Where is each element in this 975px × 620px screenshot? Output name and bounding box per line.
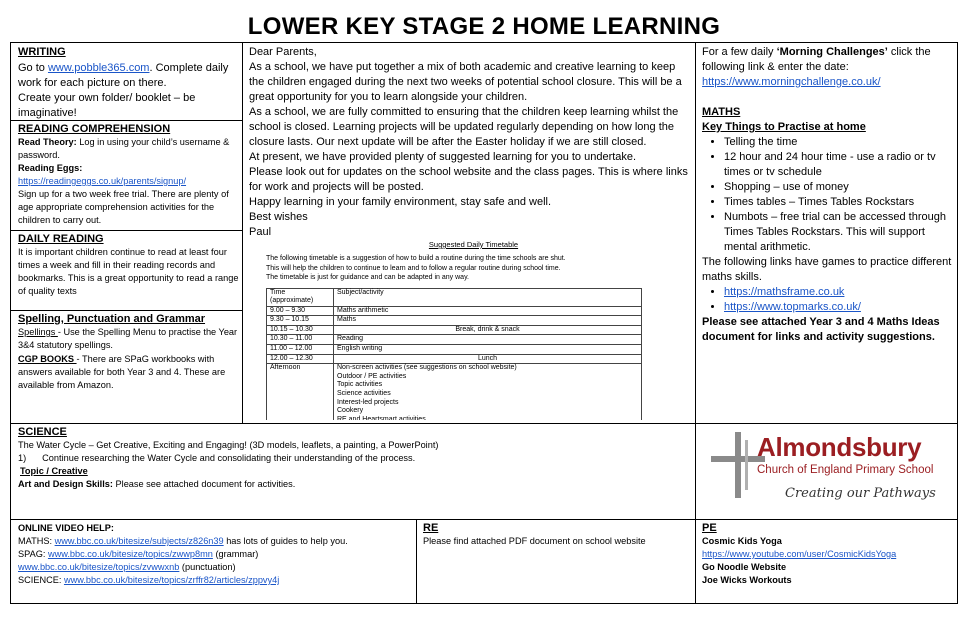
- list-item: • Numbots – free trial can be accessed through Times Tables Rockstars. This will support mental arithmetic.: [724, 210, 954, 255]
- spelling-heading: Spelling, Punctuation and Grammar: [18, 313, 206, 325]
- video-help-section: [18, 522, 414, 602]
- row-time: 10.30 – 11.00: [267, 335, 334, 345]
- science-line1: The Water Cycle – Get Creative, Exciting and Engaging! (3D models, leaflets, a painting, a PowerPoint): [18, 440, 439, 450]
- video-spag-text: (grammar): [212, 549, 259, 559]
- video-sci-label: SCIENCE:: [18, 575, 64, 585]
- suggested-timetable: [266, 240, 681, 420]
- afternoon-item: Science activities: [337, 390, 391, 398]
- letter-greeting: Dear Parents,: [249, 46, 317, 58]
- row-time: 10.15 – 10.30: [267, 325, 334, 335]
- maths-heading: MATHS: [702, 106, 741, 118]
- read-theory-text: Log in using your child’s username & password.: [18, 137, 230, 160]
- video-punc-text: (punctuation): [179, 562, 236, 572]
- cgp-text: - There are SPaG workbooks with answers available for both Year 3 and 4. These are available from Amazon.: [18, 354, 226, 390]
- video-maths-label: MATHS:: [18, 536, 55, 546]
- daily-reading-text: It is important children continue to read at least four times a week and fill in their reading records and bookmarks. This is a great opportunity to read a range of quality texts: [18, 247, 239, 296]
- row-time: 12.00 – 12.30: [267, 354, 334, 364]
- bitesize-maths-link[interactable]: www.bbc.co.uk/bitesize/subjects/z826n39: [54, 536, 224, 546]
- divider-reading: [10, 230, 243, 231]
- table-row: [267, 364, 642, 420]
- page-title: LOWER KEY STAGE 2 HOME LEARNING: [247, 13, 721, 40]
- video-spag-label: SPAG:: [18, 549, 48, 559]
- col-subject-header: Subject/activity: [337, 288, 384, 296]
- list-item: [724, 300, 954, 315]
- afternoon-item: Topic activities: [337, 381, 383, 389]
- writing-after-link: . Complete daily work for each picture on there.: [18, 62, 229, 89]
- logo-tagline: Creating our Pathways: [785, 486, 936, 501]
- afternoon-item: Interest-led projects: [337, 398, 399, 406]
- divider-science-top: [10, 423, 958, 424]
- re-heading: RE: [423, 522, 439, 534]
- bitesize-punctuation-link[interactable]: www.bbc.co.uk/bitesize/topics/zvwwxnb: [18, 562, 180, 572]
- divider-writing: [10, 120, 243, 121]
- afternoon-item: Cookery: [337, 407, 364, 415]
- list-item: • Telling the time: [724, 135, 954, 150]
- daily-reading-heading: DAILY READING: [18, 233, 104, 245]
- letter-sign1: Best wishes: [249, 211, 308, 223]
- row-time: 11.00 – 12.00: [267, 345, 334, 355]
- science-num: 1): [18, 453, 27, 463]
- maths-links: [702, 285, 954, 315]
- afternoon-label: Afternoon: [267, 364, 334, 420]
- letter-p4: Please look out for updates on the school website and the class pages. This is where links for work and projects will be posted.: [249, 166, 688, 193]
- video-maths-text: has lots of guides to help you.: [223, 536, 348, 546]
- letter-p5: Happy learning in your family environment, stay safe and well.: [249, 196, 552, 208]
- pe-section: [702, 522, 954, 602]
- logo-name: Almondsbury: [757, 432, 922, 462]
- cosmic-yoga-link[interactable]: https://www.youtube.com/user/CosmicKidsYoga: [702, 549, 897, 559]
- morning-text-pre: For a few daily: [702, 46, 777, 58]
- writing-section: [18, 45, 240, 119]
- maths-column: [702, 45, 954, 421]
- morning-challenge-link[interactable]: https://www.morningchallenge.co.uk/: [702, 76, 881, 88]
- afternoon-activities: [334, 364, 642, 420]
- reading-eggs-label: Reading Eggs:: [18, 163, 83, 173]
- col-time-header: Time: [270, 288, 286, 296]
- letter-sign2: Paul: [249, 226, 272, 238]
- row-subject: English writing: [334, 345, 642, 355]
- cgp-label: CGP BOOKS: [18, 354, 77, 364]
- list-item: [724, 285, 954, 300]
- reading-comp-heading: READING COMPREHENSION: [18, 123, 171, 135]
- cosmic-yoga-label: Cosmic Kids Yoga: [702, 536, 782, 546]
- list-item: • Times tables – Times Tables Rockstars: [724, 195, 954, 210]
- timetable-table: [266, 288, 642, 421]
- row-time: 9.00 – 9.30: [267, 306, 334, 316]
- row-subject: Lunch: [334, 354, 642, 364]
- science-section: [18, 426, 692, 518]
- reading-eggs-text: Sign up for a two week free trial. There are plenty of age appropriate comprehension activities for the children to carry out.: [18, 189, 229, 225]
- divider-video-re: [416, 519, 417, 604]
- morning-text-post: click the following link & enter the date:: [702, 46, 931, 73]
- list-item: • Shopping – use of money: [724, 180, 954, 195]
- outer-bottom-border: [10, 603, 958, 604]
- timetable-header-row: [267, 288, 642, 306]
- spellings-text: - Use the Spelling Menu to practise the Year 3&4 statutory spellings.: [18, 327, 238, 350]
- letter-p3: At present, we have provided plenty of suggested learning for you to undertake.: [249, 151, 637, 163]
- topic-creative: Topic / Creative: [20, 466, 88, 476]
- go-noodle-label: Go Noodle Website: [702, 562, 787, 572]
- afternoon-item: Outdoor / PE activities: [337, 372, 407, 380]
- row-time: 9.30 – 10.15: [267, 316, 334, 326]
- col-time-header-sub: (approximate): [270, 297, 314, 305]
- re-section: [423, 522, 691, 602]
- pe-heading: PE: [702, 522, 717, 534]
- table-row: [267, 316, 642, 326]
- morning-bold: ‘Morning Challenges’: [776, 46, 888, 58]
- divider-daily: [10, 310, 243, 311]
- science-heading: SCIENCE: [18, 426, 67, 438]
- joe-wicks-label: Joe Wicks Workouts: [702, 575, 792, 585]
- mathsframe-link[interactable]: https://mathsframe.co.uk: [724, 286, 845, 298]
- table-row: [267, 354, 642, 364]
- afternoon-item: Non-screen activities (see suggestions on school website): [337, 364, 517, 372]
- re-text: Please find attached PDF document on school website: [423, 536, 646, 546]
- spelling-section: [18, 313, 240, 421]
- maths-list: [702, 135, 954, 255]
- maths-subheading: Key Things to Practise at home: [702, 121, 866, 133]
- table-row: [267, 306, 642, 316]
- timetable-intro-3: The timetable is just for guidance and can be adapted in any way.: [266, 274, 469, 281]
- daily-reading-section: [18, 233, 240, 309]
- table-row: [267, 325, 642, 335]
- outer-top-border: [10, 42, 958, 43]
- bitesize-science-link[interactable]: www.bbc.co.uk/bitesize/topics/zrffr82/articles/zppvy4j: [63, 575, 280, 585]
- art-text: Please see attached document for activities.: [112, 479, 296, 489]
- table-row: [267, 335, 642, 345]
- writing-line2: Create your own folder/ booklet – be imaginative!: [18, 92, 196, 119]
- reading-eggs-link[interactable]: https://readingeggs.co.uk/parents/signup/: [18, 176, 187, 186]
- maths-games-text: The following links have games to practice different maths skills.: [702, 256, 952, 283]
- afternoon-item: RE and Heartsmart activities: [337, 415, 426, 420]
- read-theory-label: Read Theory:: [18, 137, 77, 147]
- writing-goto: Go to: [18, 62, 45, 74]
- topmarks-link[interactable]: https://www.topmarks.co.uk/: [724, 301, 861, 313]
- timetable-intro-2: This will help the children to continue to learn and to follow a regular routine during school time.: [266, 264, 561, 272]
- divider-bottom-row: [10, 519, 958, 520]
- row-subject: Break, drink & snack: [334, 325, 642, 335]
- parent-letter: [249, 45, 691, 245]
- list-item: • 12 hour and 24 hour time - use a radio or tv times or tv schedule: [724, 150, 954, 180]
- art-label: Art and Design Skills:: [18, 479, 113, 489]
- reading-comp-section: [18, 123, 240, 229]
- row-subject: Maths arithmetic: [334, 306, 642, 316]
- video-heading: ONLINE VIDEO HELP:: [18, 523, 114, 533]
- divider-col1: [242, 42, 243, 423]
- timetable-intro-1: The following timetable is a suggestion of how to build a routine during the time schools are shut.: [266, 255, 566, 262]
- letter-p2: As a school, we are fully committed to ensuring that the children keep learning whilst the school is closed. Learning projects will be updated regularly depending on how long the closure lasts. Our next update will be after the Easter holiday if we are still closed.: [249, 106, 679, 148]
- school-logo: [705, 428, 953, 516]
- timetable-title: Suggested Daily Timetable: [428, 240, 519, 249]
- row-subject: Reading: [334, 335, 642, 345]
- pobble-link[interactable]: www.pobble365.com: [47, 62, 150, 74]
- spellings-label: Spellings: [18, 327, 58, 337]
- bitesize-grammar-link[interactable]: www.bbc.co.uk/bitesize/topics/zwwp8mn: [47, 549, 213, 559]
- maths-footer: Please see attached Year 3 and 4 Maths Ideas document for links and activity suggestions.: [702, 316, 940, 343]
- science-line2: Continue researching the Water Cycle and consolidating their understanding of the process.: [42, 453, 416, 463]
- table-row: [267, 345, 642, 355]
- row-subject: Maths: [334, 316, 642, 326]
- letter-p1: As a school, we have put together a mix of both academic and creative learning to keep the children engaged during the next two weeks of potential school closure. This will be a great opportunity for you to learn alongside your children.: [249, 61, 682, 103]
- writing-heading: WRITING: [18, 46, 66, 58]
- logo-subtitle: Church of England Primary School: [757, 464, 934, 476]
